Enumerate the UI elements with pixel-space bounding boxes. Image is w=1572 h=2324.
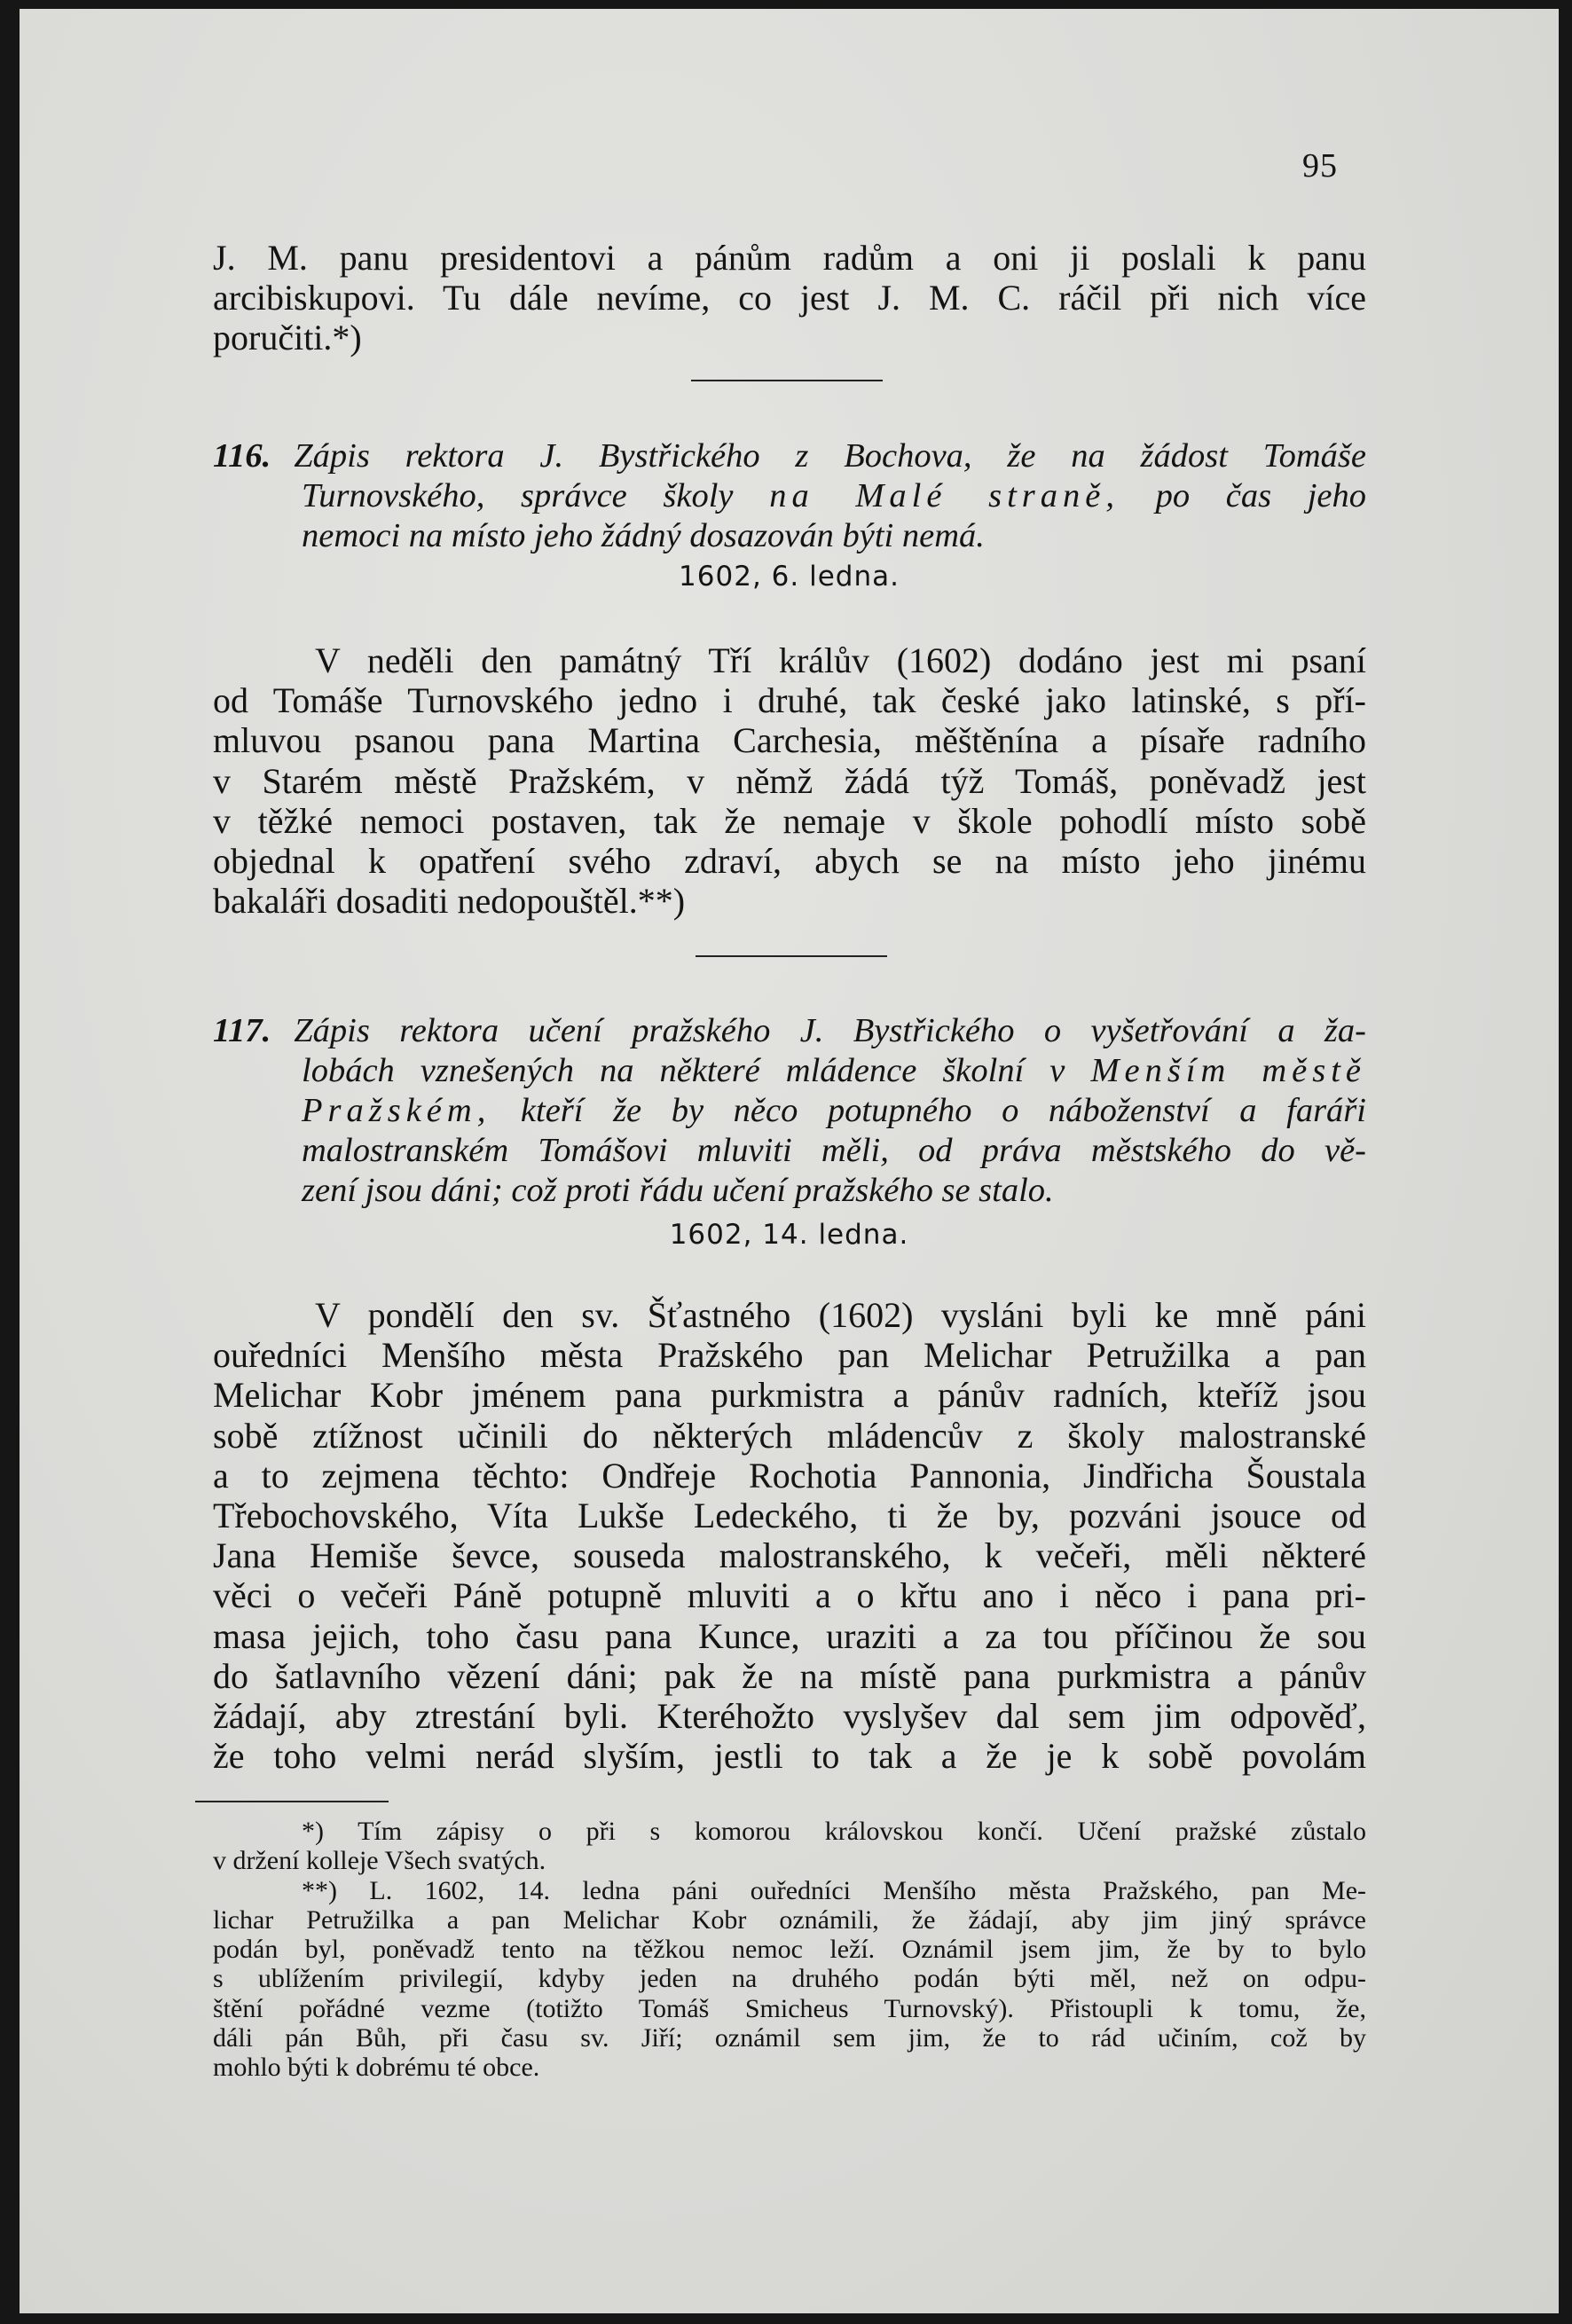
section-number: 117. bbox=[213, 1012, 271, 1049]
text-line: v těžké nemoci postaven, tak že nemaje v škole pohodlí místo sobě bbox=[213, 800, 1366, 841]
text-line: Melichar Kobr jménem pana purkmistra a pánův radních, kteříž jsou bbox=[213, 1375, 1366, 1416]
text-line: ouředníci Menšího města Pražského pan Melichar Petružilka a pan bbox=[213, 1335, 1366, 1376]
page bbox=[20, 9, 1559, 2313]
text-line: v Starém městě Pražském, v němž žádá týž Tomáš, poněvadž jest bbox=[213, 760, 1366, 801]
section-117-body bbox=[213, 1295, 1366, 1776]
heading-line: Zápis rektora učení pražského J. Bystřického o vyšetřování a ža- bbox=[294, 1012, 1366, 1049]
heading-line: Zápis rektora J. Bystřického z Bochova, že na žádost Tomáše bbox=[294, 437, 1366, 475]
text-line: od Tomáše Turnovského jedno i druhé, tak české jako latinské, s pří- bbox=[213, 680, 1366, 721]
page-number: 95 bbox=[1302, 147, 1338, 185]
text-line: žádají, aby ztrestání byli. Kteréhožto vyslyšev dal sem jim odpověď, bbox=[213, 1696, 1366, 1737]
section-116-body bbox=[213, 640, 1366, 921]
text-line: a to zejmena těchto: Ondřeje Rochotia Pannonia, Jindřicha Šoustala bbox=[213, 1455, 1366, 1496]
heading-line: po čas jeho bbox=[1155, 477, 1367, 514]
text-line: sobě ztížnost učinili do některých mládencův z školy malostranské bbox=[213, 1415, 1366, 1456]
text-line: Třebochovského, Víta Lukše Ledeckého, ti že by, pozváni jsouce od bbox=[213, 1496, 1366, 1536]
text-line: bakaláři dosaditi nedopouštěl.**) bbox=[213, 881, 686, 922]
footnote-line: dáli pán Bůh, při času sv. Jiří; oznámil sem jim, že to rád učiním, což by bbox=[213, 2023, 1366, 2053]
section-116-date: 1602, 6. ledna. bbox=[679, 561, 900, 593]
text-line: věci o večeři Páně potupně mluviti a o křtu ano i něco i pana pri- bbox=[213, 1575, 1366, 1616]
top-paragraph bbox=[213, 238, 1366, 358]
text-line: že toho velmi nerád slyším, jestli to tak a že je k sobě povolám bbox=[213, 1736, 1366, 1777]
footnote-line: *) Tím zápisy o při s komorou královskou končí. Učení pražské zůstalo bbox=[302, 1817, 1366, 1846]
footnotes bbox=[213, 1817, 1366, 2083]
text-line: Jana Hemiše ševce, souseda malostranského, k večeři, měli některé bbox=[213, 1535, 1366, 1576]
text-line: arcibiskupovi. Tu dále nevíme, co jest J. M. C. ráčil při nich více bbox=[213, 278, 1366, 318]
heading-line: kteří že by něco potupného o náboženství a faráři bbox=[520, 1092, 1366, 1129]
heading-line: zení jsou dáni; což proti řádu učení pražského se stalo. bbox=[302, 1172, 1054, 1209]
footnote-line: lichar Petružilka a pan Melichar Kobr oznámili, že žádají, aby jim jiný správce bbox=[213, 1904, 1366, 1935]
heading-spaced-text: Pražském, bbox=[302, 1092, 491, 1129]
heading-line: nemoci na místo jeho žádný dosazován býti nemá. bbox=[302, 517, 985, 554]
text-line: V neděli den památný Tří králův (1602) dodáno jest mi psaní bbox=[315, 640, 1366, 680]
section-divider bbox=[691, 380, 883, 381]
footnote-line: mohlo býti k dobrému té obce. bbox=[213, 2053, 540, 2083]
text-line: objednal k opatření svého zdraví, abych se na místo jeho jinému bbox=[213, 841, 1366, 882]
text-line: do šatlavního vězení dáni; pak že na místě pana purkmistra a pánův bbox=[213, 1655, 1366, 1696]
footnote-line: podán byl, poněvadž tento na těžkou nemoc leží. Oznámil jsem jim, že by to bylo bbox=[213, 1935, 1366, 1965]
section-117-heading bbox=[213, 1011, 1366, 1211]
text-line: J. M. panu presidentovi a pánům radům a oni ji poslali k panu bbox=[213, 238, 1366, 278]
text-line: poručiti.*) bbox=[213, 318, 362, 358]
section-divider bbox=[696, 955, 887, 957]
heading-spaced-text: na Malé straně, bbox=[769, 477, 1120, 514]
section-116-heading bbox=[213, 436, 1366, 556]
text-line: masa jejich, toho času pana Kunce, uraziti a za tou příčinou že sou bbox=[213, 1615, 1366, 1656]
text-line: mluvou psanou pana Martina Carchesia, měštěnína a písaře radního bbox=[213, 720, 1366, 761]
text-line: V pondělí den sv. Šťastného (1602) vysláni byli ke mně páni bbox=[315, 1295, 1366, 1335]
heading-line: lobách vznešených na některé mládence školní v bbox=[302, 1052, 1065, 1089]
heading-line: malostranském Tomášovi mluviti měli, od práva městského do vě- bbox=[302, 1132, 1366, 1169]
footnote-line: štění pořádné vezme (totižto Tomáš Smicheus Turnovský). Přistoupli k tomu, že, bbox=[213, 1993, 1366, 2023]
heading-line: Turnovského, správce školy bbox=[302, 477, 734, 514]
footnote-line: s ublížením privilegií, kdyby jeden na druhého podán býti měl, než on odpu- bbox=[213, 1964, 1366, 1994]
heading-spaced-text: Menším městě bbox=[1090, 1052, 1367, 1089]
section-117-date: 1602, 14. ledna. bbox=[669, 1219, 909, 1251]
footnote-divider bbox=[195, 1801, 389, 1802]
footnote-line: **) L. 1602, 14. ledna páni ouředníci Menšího města Pražského, pan Me- bbox=[302, 1875, 1366, 1905]
section-number: 116. bbox=[213, 437, 271, 475]
footnote-line: v držení kolleje Všech svatých. bbox=[213, 1846, 546, 1876]
